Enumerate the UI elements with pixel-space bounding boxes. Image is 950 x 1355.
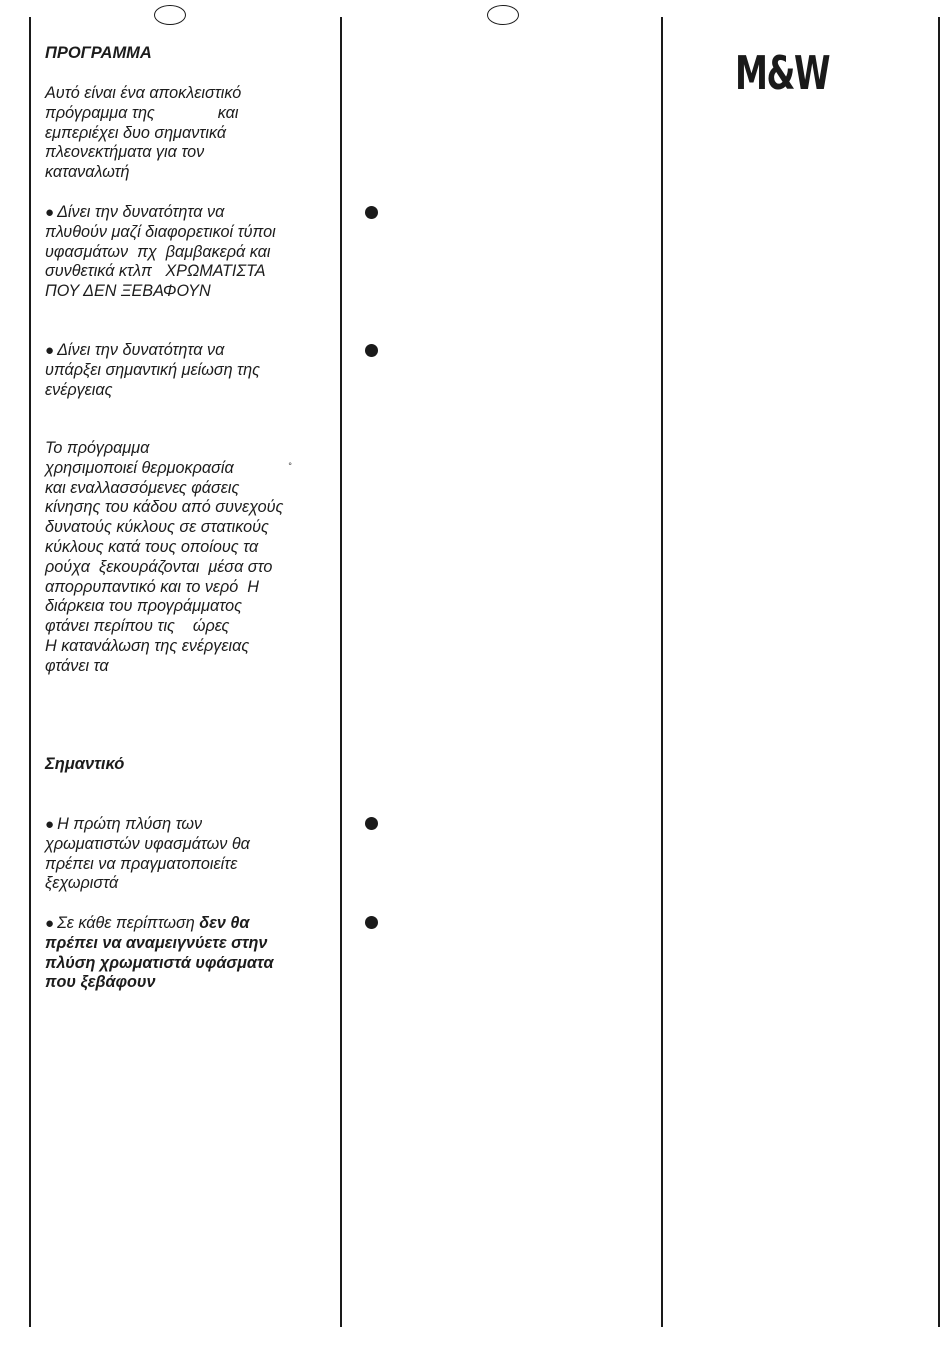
intro-paragraph	[45, 84, 330, 183]
bullet-dot-icon	[365, 817, 378, 830]
bullet-line: υπάρξει σημαντική μείωση της	[45, 360, 260, 379]
bullet-icon: ●	[45, 816, 55, 833]
bullet-line: χρωματιστών υφασμάτων θα	[45, 834, 250, 853]
bullet-dot-icon	[365, 344, 378, 357]
description-line: Το πρόγραμμα	[45, 439, 150, 457]
intro-line: πλεονεκτήματα για τον	[45, 143, 205, 162]
important-heading-text: Σημαντικό	[45, 755, 125, 773]
column-divider-edge	[938, 17, 940, 1327]
intro-line: καταναλωτή	[45, 163, 130, 182]
column-divider-middle	[340, 17, 342, 1327]
description-line: φτάνει τα	[45, 656, 109, 675]
bullet-line-bold: πρέπει να αναμειγνύετε στην	[45, 933, 268, 952]
bullet-line: ενέργειας	[45, 380, 113, 399]
bullet-icon: ●	[45, 342, 55, 359]
program-description	[45, 439, 330, 677]
intro-line: Αυτό είναι ένα αποκλειστικό	[45, 84, 242, 102]
bullet-dot-icon	[365, 916, 378, 929]
bullet-line: πρέπει να πραγματοποιείτε	[45, 854, 238, 873]
description-line: φτάνει περίπου τις ώρες	[45, 617, 230, 636]
column-divider-left	[29, 17, 31, 1327]
degree-symbol: °	[288, 461, 292, 471]
bullet-line: Σε κάθε περίπτωση	[57, 914, 200, 932]
description-line: και εναλλασσόμενες φάσεις	[45, 478, 240, 497]
bullet-line: ξεχωριστά	[45, 874, 119, 893]
description-line: κίνησης του κάδου από συνεχούς	[45, 498, 284, 517]
bullet-icon: ●	[45, 915, 55, 932]
section-heading-text: ΠΡΟΓΡΑΜΜΑ	[45, 44, 152, 62]
bullet-energy-saving	[45, 341, 330, 400]
bullet-line-bold: δεν θα	[199, 914, 250, 932]
bullet-first-wash	[45, 815, 330, 894]
bullet-line: υφασμάτων πχ βαμβακερά και	[45, 242, 271, 261]
column-divider-right	[661, 17, 663, 1327]
description-line: κύκλους κατά τους οποίους τα	[45, 537, 259, 556]
bullet-line-bold: που ξεβάφουν	[45, 973, 156, 992]
bullet-line: συνθετικά κτλπ ΧΡΩΜΑΤΙΣΤΑ	[45, 262, 266, 281]
bullet-dot-icon	[365, 206, 378, 219]
bullet-mixed-fabrics	[45, 203, 330, 302]
description-line: απορρυπαντικό και το νερό Η	[45, 577, 259, 596]
description-line: ρούχα ξεκουράζονται μέσα στο	[45, 557, 273, 576]
description-line: Η κατανάλωση της ενέργειας	[45, 636, 250, 655]
bullet-line: Η πρώτη πλύση των	[57, 815, 203, 833]
description-line: δυνατούς κύκλους σε στατικούς	[45, 518, 269, 537]
description-line: διάρκεια του προγράμματος	[45, 597, 242, 616]
bullet-line: ΠΟΥ ΔΕΝ ΞΕΒΑΦΟΥΝ	[45, 282, 211, 301]
language-marker-oval-left	[154, 5, 186, 25]
intro-line: πρόγραμμα της και	[45, 103, 239, 122]
brand-logo: M&W	[735, 46, 830, 100]
important-heading	[45, 755, 330, 775]
description-line: χρησιμοποιεί θερμοκρασία	[45, 458, 234, 477]
bullet-line-bold: πλύση χρωματιστά υφάσματα	[45, 953, 274, 972]
bullet-line: Δίνει την δυνατότητα να	[57, 341, 225, 359]
bullet-no-mixing-warning	[45, 914, 330, 993]
intro-line: εμπεριέχει δυο σημαντικά	[45, 123, 227, 142]
section-heading	[45, 44, 330, 64]
bullet-line: πλυθούν μαζί διαφορετικοί τύποι	[45, 222, 276, 241]
language-marker-oval-middle	[487, 5, 519, 25]
bullet-line: Δίνει την δυνατότητα να	[57, 203, 225, 221]
bullet-icon: ●	[45, 204, 55, 221]
